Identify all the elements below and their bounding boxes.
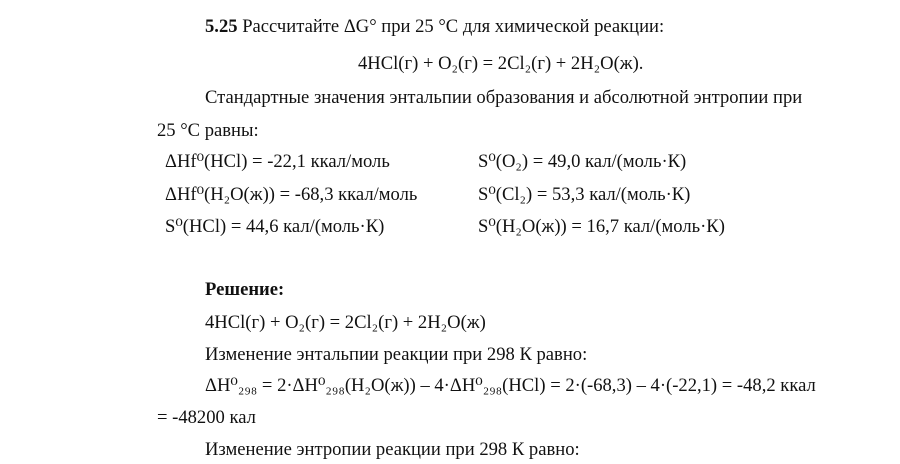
reaction-equation: 4HCl(г) + O₂(г) = 2Cl₂(г) + 2H₂O(ж). <box>358 53 644 74</box>
given-s-o2: S⁰(O₂) = 49,0 кал/(моль·К) <box>478 151 687 172</box>
enthalpy-intro: Изменение энтальпии реакции при 298 К равно: <box>205 344 588 365</box>
given-intro-line2: 25 °С равны: <box>157 120 259 141</box>
enthalpy-calculation-continued: = -48200 кал <box>157 407 256 428</box>
given-dhf-hcl: ΔHf⁰(HCl) = -22,1 ккал/моль <box>165 151 390 172</box>
given-s-cl2: S⁰(Cl₂) = 53,3 кал/(моль·К) <box>478 184 691 205</box>
given-dhf-h2o: ΔHf⁰(H₂O(ж)) = -68,3 ккал/моль <box>165 184 418 205</box>
entropy-intro: Изменение энтропии реакции при 298 К равно: <box>205 439 580 460</box>
solution-equation: 4HCl(г) + O₂(г) = 2Cl₂(г) + 2H₂O(ж) <box>205 312 486 333</box>
problem-number: 5.25 <box>205 16 238 37</box>
solution-heading: Решение: <box>205 279 285 300</box>
given-s-hcl: S⁰(HCl) = 44,6 кал/(моль·К) <box>165 216 385 237</box>
problem-statement: Рассчитайте ΔG° при 25 °С для химической реакции: <box>242 16 665 37</box>
given-s-h2o: S⁰(H₂O(ж)) = 16,7 кал/(моль·К) <box>478 216 725 237</box>
problem-statement-line <box>205 18 664 37</box>
enthalpy-calculation: ΔH⁰₂₉₈ = 2·ΔH⁰₂₉₈(H₂O(ж)) – 4·ΔH⁰₂₉₈(HCl) = 2·(-68,3) – 4·(-22,1) = -48,2 ккал <box>205 375 816 396</box>
given-intro-line1: Стандартные значения энтальпии образования и абсолютной энтропии при <box>205 87 803 108</box>
